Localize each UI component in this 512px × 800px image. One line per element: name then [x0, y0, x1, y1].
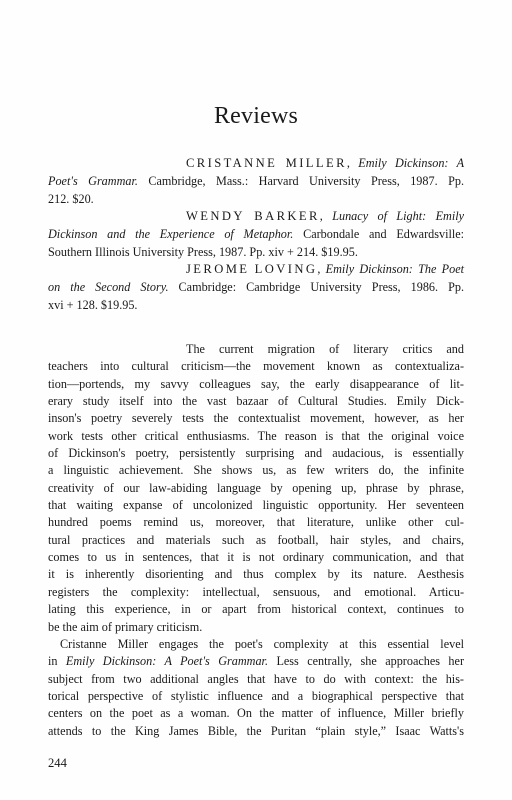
citation-1-title-a: Emily Dickinson: A: [358, 156, 465, 170]
book-title-italic: Emily Dickinson: A Poet's Grammar.: [65, 654, 268, 669]
citation-3-title-a: Emily Dickinson: The Poet: [325, 262, 465, 277]
citation-3-line-1: JEROME LOVING, Emily Dickinson: The Poet: [186, 262, 465, 277]
body-line: it is inherently disorienting and thus complex by its nature. Aesthesis: [48, 567, 464, 582]
citation-2-line-1: WENDY BARKER, Lunacy of Light: Emily: [186, 209, 465, 224]
citation-1-author-last: MILLER: [285, 156, 347, 170]
citation-2-line-2: [48, 226, 464, 243]
body-line: subject from two additional angles that have to do with context: the his-: [48, 671, 464, 686]
body-line: work tests other critical enthusiasms. The reason is that the original voice: [48, 428, 464, 443]
citation-2-title-b: Dickinson and the Experience of Metaphor.: [48, 227, 294, 242]
body-line: Cristanne Miller engages the poet's complexity at this essential level: [60, 636, 464, 651]
body-line: hundred poems remind us, moreover, that literature, unlike other cul-: [48, 515, 464, 530]
body-text: Less centrally, she approaches her: [276, 654, 464, 669]
body-line: centers on the poet as a woman. On the matter of influence, Miller briefly: [48, 706, 464, 721]
body-line: erary study itself into the vast bazaar of Cultural Studies. Emily Dick-: [48, 394, 464, 409]
body-line: creativity of our law-abiding language by opening up, phrase by phrase,: [48, 480, 464, 495]
citation-2-author-first: WENDY: [186, 209, 245, 224]
body-paragraph-1: [48, 341, 464, 740]
body-line: tural practices and materials such as football, hair styles, and chairs,: [48, 532, 464, 547]
citation-3-publisher: Cambridge: Cambridge University Press, 1986. Pp.: [178, 280, 465, 295]
citation-2-publisher: Carbondale and Edwardsville:: [303, 227, 465, 242]
citation-3-line-2: [48, 279, 464, 296]
body-line: be the aim of primary criticism.: [48, 619, 203, 634]
body-text: in: [48, 654, 58, 669]
citation-3-author-first: JEROME: [186, 262, 250, 277]
citation-2-line-3: Southern Illinois University Press, 1987. Pp. xiv + 214. $19.95.: [48, 244, 358, 259]
citation-3-author-last: LOVING: [254, 262, 318, 277]
body-line: teachers into cultural criticism—the movement known as contextualiza-: [48, 359, 464, 374]
body-line: torical perspective of stylistic influence and a biographical perspective that: [48, 688, 464, 703]
body-line: tion—portends, my savvy colleagues say, the early disappearance of lit-: [48, 376, 464, 391]
body-line: attends to the King James Bible, the Puritan “plain style,” Isaac Watts's: [48, 723, 464, 738]
body-line: The current migration of literary critics and: [186, 342, 464, 356]
body-line: of Dickinson's poetry, persistently surprising and audacious, is essentially: [48, 446, 464, 461]
body-line: [48, 653, 464, 670]
body-line: lating this experience, in or apart from historical context, continues to: [48, 602, 464, 617]
body-line: inson's poetry severely tests the contextualist movement, however, as her: [48, 411, 464, 426]
citation-1-author-first: CRISTANNE: [186, 156, 278, 170]
citation-1-line-2: [48, 173, 464, 190]
body-line: that waiting expanse of uncolonized linguistic opportunity. Her seventeen: [48, 498, 464, 513]
citation-2-title-a: Lunacy of Light: Emily: [332, 209, 465, 224]
citation-1-title-b: Poet's Grammar.: [48, 174, 138, 189]
citation-3-title-b: on the Second Story.: [48, 280, 169, 295]
citation-1-line-1: CRISTANNE MILLER, Emily Dickinson: A: [186, 156, 465, 170]
citation-3-line-3: xvi + 128. $19.95.: [48, 297, 138, 312]
page-number: 244: [48, 756, 67, 770]
citation-1-publisher: Cambridge, Mass.: Harvard University Press, 1987. Pp.: [148, 174, 464, 189]
book-citations: [48, 155, 464, 314]
body-line: a linguistic achievement. She shows us, as few writers do, the infinite: [48, 463, 464, 478]
citation-2-author-last: BARKER: [254, 209, 320, 224]
body-line: comes to us in sentences, that it is not ordinary communication, and that: [48, 550, 464, 565]
body-line: registers the complexity: intellectual, sensuous, and emotional. Articu-: [48, 584, 464, 599]
citation-1-line-3: 212. $20.: [48, 191, 94, 206]
section-title: Reviews: [213, 103, 299, 129]
